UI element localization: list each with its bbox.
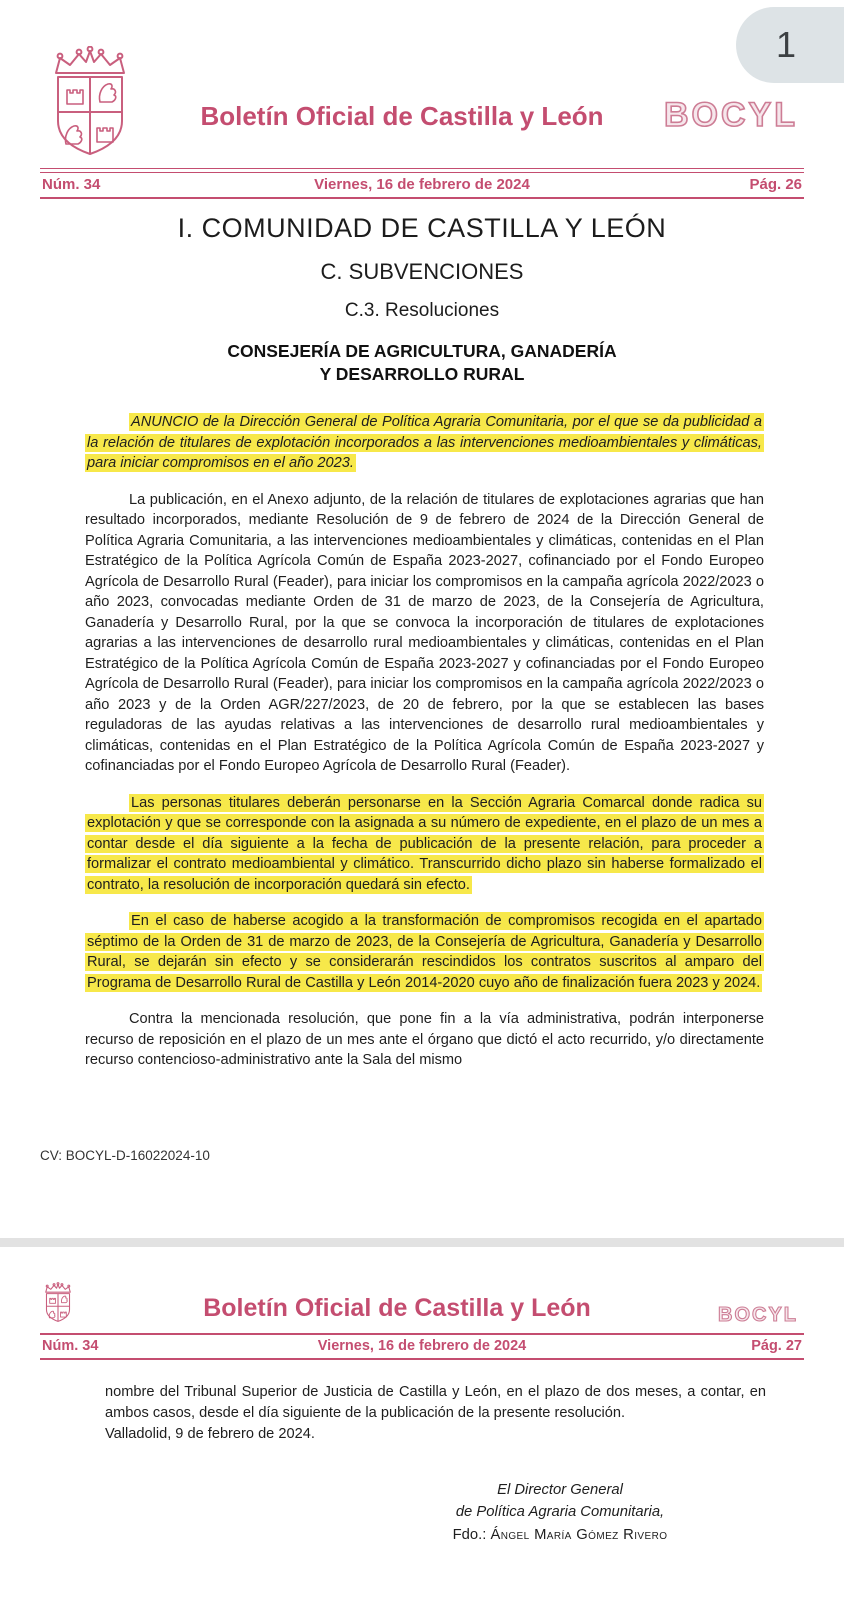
paragraph-personas-titulares: Las personas titulares deberán personarse en la Sección Agraria Comarcal donde radica su explotación y que se corresponde con la asignada a su número de expediente, en el plazo de un mes a contar desde el día siguiente a la fecha de publicación de la presente relación, para proceder a formalizar el contrato medioambiental y climático. Transcurrido dicho plazo sin haberse formalizado el contrato, la resolución de incorporación quedará sin efecto. (87, 794, 762, 893)
bulletin-title: Boletín Oficial de Castilla y León (200, 100, 604, 131)
issue-date: Viernes, 16 de febrero de 2024 (314, 176, 530, 193)
page1-body (85, 412, 764, 1071)
page-number-badge (736, 7, 844, 83)
signature-fdo-prefix: Fdo.: (452, 1527, 491, 1543)
page2-header (0, 1247, 844, 1327)
department-heading-line1: CONSEJERÍA DE AGRICULTURA, GANADERÍA (227, 341, 617, 361)
issue-date: Viernes, 16 de febrero de 2024 (317, 1338, 527, 1354)
page2-body (105, 1382, 766, 1445)
dateline: Valladolid, 9 de febrero de 2024. (105, 1426, 315, 1442)
paragraph-anuncio: ANUNCIO de la Dirección General de Política Agraria Comunitaria, por el que se da publicidad a la relación de titulares de explotación incorporados a las intervenciones medioambientales y climáticas, para iniciar compromisos en el año 2023. (87, 414, 762, 471)
page-number-badge-label: 1 (776, 24, 797, 65)
department-heading (0, 340, 844, 386)
signature-role-line2: de Política Agraria Comunitaria, (455, 1504, 665, 1520)
signature-block (355, 1479, 765, 1546)
bocyl-logo: BOCYL (718, 1303, 798, 1326)
bulletin-page-2 (0, 1247, 844, 1600)
issue-number: Núm. 34 (42, 1338, 99, 1354)
section-heading-resoluciones: C.3. Resoluciones (344, 300, 500, 321)
page2-meta-bar (40, 1333, 804, 1360)
section-heading-community: I. COMUNIDAD DE CASTILLA Y LEÓN (177, 213, 667, 243)
department-heading-line2: Y DESARROLLO RURAL (319, 364, 525, 384)
paragraph-transformacion: En el caso de haberse acogido a la transformación de compromisos recogida en el apartado séptimo de la Orden de 31 de marzo de 2023, de la Consejería de Agricultura, Ganadería y Desarrollo Rural, se dejarán sin efecto y se considerarán rescindidos los contratos suscritos al amparo del Programa de Desarrollo Rural de Castilla y León 2014-2020 cuyo año de finalización fuera 2023 y 2024. (87, 913, 762, 991)
bocyl-logo: BOCYL (664, 95, 798, 134)
paragraph-tribunal: nombre del Tribunal Superior de Justicia de Castilla y León, en el plazo de dos meses, a contar, en ambos casos, desde el día siguiente de la publicación de la presente resolución. (105, 1384, 766, 1421)
page1-meta-bar (40, 168, 804, 199)
section-heading-subvenciones: C. SUBVENCIONES (320, 259, 524, 284)
page-number: Pág. 26 (749, 176, 802, 193)
page-separator (0, 1238, 844, 1247)
signature-role-line1: El Director General (497, 1482, 623, 1498)
signature-name: Ángel María Gómez Rivero (490, 1527, 668, 1543)
paragraph-recursos: Contra la mencionada resolución, que pone fin a la vía administrativa, podrán interponerse recurso de reposición en el plazo de un mes ante el órgano que dictó el acto recurrido, y/o directamente recurso contencioso-administrativo ante la Sala del mismo (85, 1011, 764, 1068)
coat-of-arms-icon-small (40, 1279, 76, 1327)
issue-number: Núm. 34 (42, 176, 101, 193)
page1-header (0, 0, 844, 160)
cv-verification-code: CV: BOCYL-D-16022024-10 (40, 1148, 210, 1163)
bulletin-title: Boletín Oficial de Castilla y León (203, 1293, 591, 1322)
page-number: Pág. 27 (751, 1338, 802, 1354)
signature-name-line (355, 1524, 765, 1546)
coat-of-arms-icon (40, 46, 140, 160)
paragraph-publicacion: La publicación, en el Anexo adjunto, de la relación de titulares de explotaciones agrarias que han resultado incorporados, mediante Resolución de 9 de febrero de 2024 de la Dirección General de Política Agraria Comunitaria, a las intervenciones medioambientales y climáticas, contenidas en el Plan Estratégico de la Política Agrícola Común de España 2023-2027, cofinanciado por el Fondo Europeo Agrícola de Desarrollo Rural (Feader), para iniciar los compromisos en la campaña agrícola 2022/2023 o año 2023, convocadas mediante Orden de 31 de marzo de 2023, de la Consejería de Agricultura, Ganadería y Desarrollo Rural, por la que se convoca la incorporación de titulares de explotaciones agrarias a las intervenciones de desarrollo rural medioambientales y climáticas, contenidas en el Plan Estratégico de la Política Agrícola Común de España 2023-2027 y cofinanciadas por el Fondo Europeo Agrícola de Desarrollo Rural (Feader), para iniciar los compromisos en la campaña agrícola 2022/2023 o año 2023 y de la Orden AGR/227/2023, de 20 de febrero, por la que se establecen las bases reguladoras de las ayudas relativas a las intervenciones de desarrollo rural medioambientales y climáticas, contenidas en el Plan Estratégico de la Política Agrícola Común de España 2023-2027 y cofinanciadas por el Fondo Europeo Agrícola de Desarrollo Rural (Feader). (85, 491, 764, 774)
